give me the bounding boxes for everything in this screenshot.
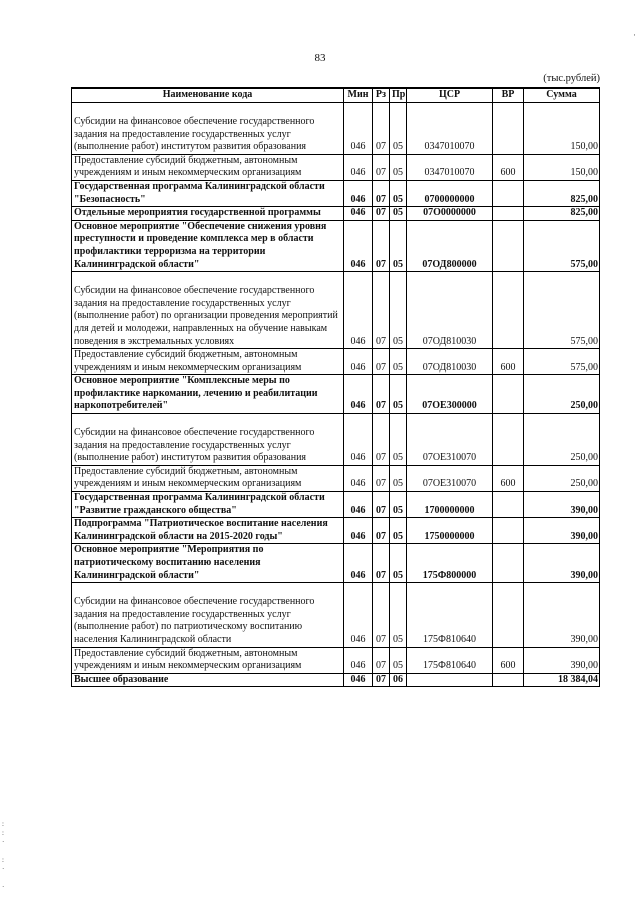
cell-min: 046 [344, 518, 373, 544]
table-row [72, 349, 600, 375]
cell-min: 046 [344, 465, 373, 491]
cell-rz: 07 [373, 583, 390, 647]
cell-sum: 575,00 [524, 220, 600, 271]
cell-name: Высшее образование [72, 673, 344, 687]
cell-pr: 05 [390, 647, 407, 673]
cell-min: 046 [344, 492, 373, 518]
scan-mark: · [633, 30, 636, 40]
cell-name: Субсидии на финансовое обеспечение государственного задания на предоставление государственных услуг (выполнение работ) институтом развития образования [72, 414, 344, 466]
cell-min: 046 [344, 544, 373, 583]
cell-vr: 600 [493, 154, 524, 180]
cell-csr: 07ОЕ310070 [407, 465, 493, 491]
cell-sum: 575,00 [524, 349, 600, 375]
table-row [72, 647, 600, 673]
cell-csr: 1700000000 [407, 492, 493, 518]
cell-rz: 07 [373, 518, 390, 544]
cell-vr [493, 103, 524, 155]
cell-name: Государственная программа Калининградской области "Развитие гражданского общества" [72, 492, 344, 518]
table-row [72, 673, 600, 687]
cell-vr [493, 583, 524, 647]
cell-sum: 390,00 [524, 583, 600, 647]
cell-name: Государственная программа Калининградской области "Безопасность" [72, 180, 344, 206]
budget-table [71, 87, 600, 687]
table-row [72, 375, 600, 414]
table-row [72, 154, 600, 180]
cell-pr: 05 [390, 492, 407, 518]
cell-rz: 07 [373, 465, 390, 491]
cell-vr [493, 180, 524, 206]
cell-csr: 07ОД810030 [407, 272, 493, 349]
cell-rz: 07 [373, 349, 390, 375]
cell-vr [493, 272, 524, 349]
cell-pr: 05 [390, 544, 407, 583]
cell-csr: 175Ф810640 [407, 647, 493, 673]
header-min: Мин [344, 88, 373, 103]
cell-name: Отдельные мероприятия государственной программы [72, 207, 344, 221]
cell-min: 046 [344, 414, 373, 466]
cell-pr: 05 [390, 414, 407, 466]
cell-rz: 07 [373, 154, 390, 180]
cell-vr [493, 673, 524, 687]
cell-pr: 05 [390, 220, 407, 271]
cell-pr: 05 [390, 103, 407, 155]
cell-csr: 175Ф800000 [407, 544, 493, 583]
cell-csr: 07ОД800000 [407, 220, 493, 271]
cell-csr: 07О0000000 [407, 207, 493, 221]
header-pr: Пр [390, 88, 407, 103]
cell-pr: 05 [390, 375, 407, 414]
cell-vr [493, 414, 524, 466]
cell-sum: 825,00 [524, 180, 600, 206]
cell-min: 046 [344, 103, 373, 155]
cell-pr: 06 [390, 673, 407, 687]
table-row [72, 103, 600, 155]
cell-name: Субсидии на финансовое обеспечение государственного задания на предоставление государственных услуг (выполнение работ) институтом развития образования [72, 103, 344, 155]
cell-csr: 07ОЕ310070 [407, 414, 493, 466]
table-body [72, 103, 600, 687]
cell-rz: 07 [373, 375, 390, 414]
cell-vr [493, 544, 524, 583]
cell-name: Субсидии на финансовое обеспечение государственного задания на предоставление государственных услуг (выполнение работ) по патриотическому воспитанию населения Калининградской области [72, 583, 344, 647]
cell-vr [493, 492, 524, 518]
cell-sum: 250,00 [524, 375, 600, 414]
cell-name: Предоставление субсидий бюджетным, автономным учреждениям и иным некоммерческим организациям [72, 647, 344, 673]
cell-rz: 07 [373, 414, 390, 466]
table-row [72, 180, 600, 206]
cell-rz: 07 [373, 492, 390, 518]
cell-name: Основное мероприятие "Обеспечение снижения уровня преступности и проведение комплекса мер в области профилактики терроризма на территории Калининградской области" [72, 220, 344, 271]
cell-vr [493, 220, 524, 271]
cell-pr: 05 [390, 518, 407, 544]
header-name: Наименование кода [72, 88, 344, 103]
cell-csr: 0347010070 [407, 103, 493, 155]
cell-sum: 390,00 [524, 544, 600, 583]
header-sum: Сумма [524, 88, 600, 103]
cell-vr [493, 375, 524, 414]
cell-min: 046 [344, 673, 373, 687]
cell-vr: 600 [493, 465, 524, 491]
table-row [72, 414, 600, 466]
table-row [72, 518, 600, 544]
table-row [72, 207, 600, 221]
cell-name: Подпрограмма "Патриотическое воспитание населения Калининградской области на 2015-2020 годы" [72, 518, 344, 544]
cell-vr: 600 [493, 647, 524, 673]
cell-csr [407, 673, 493, 687]
cell-csr: 1750000000 [407, 518, 493, 544]
cell-rz: 07 [373, 180, 390, 206]
cell-csr: 07ОД810030 [407, 349, 493, 375]
cell-vr [493, 518, 524, 544]
cell-csr: 07ОЕ300000 [407, 375, 493, 414]
table-row [72, 544, 600, 583]
cell-rz: 07 [373, 647, 390, 673]
cell-pr: 05 [390, 180, 407, 206]
cell-rz: 07 [373, 207, 390, 221]
cell-rz: 07 [373, 103, 390, 155]
header-vr: ВР [493, 88, 524, 103]
table-row [72, 465, 600, 491]
cell-min: 046 [344, 375, 373, 414]
cell-sum: 575,00 [524, 272, 600, 349]
cell-sum: 390,00 [524, 647, 600, 673]
cell-pr: 05 [390, 349, 407, 375]
cell-min: 046 [344, 647, 373, 673]
cell-min: 046 [344, 207, 373, 221]
cell-sum: 825,00 [524, 207, 600, 221]
cell-sum: 18 384,04 [524, 673, 600, 687]
cell-rz: 07 [373, 272, 390, 349]
cell-rz: 07 [373, 544, 390, 583]
table-row [72, 492, 600, 518]
table-row [72, 272, 600, 349]
cell-pr: 05 [390, 465, 407, 491]
cell-pr: 05 [390, 154, 407, 180]
cell-sum: 250,00 [524, 414, 600, 466]
cell-sum: 250,00 [524, 465, 600, 491]
table-header-row [72, 88, 600, 103]
cell-name: Основное мероприятие "Комплексные меры по профилактике наркомании, лечению и реабилитации наркопотребителей" [72, 375, 344, 414]
cell-pr: 05 [390, 207, 407, 221]
page-number: 83 [314, 52, 326, 64]
cell-sum: 150,00 [524, 103, 600, 155]
cell-csr: 0347010070 [407, 154, 493, 180]
cell-csr: 175Ф810640 [407, 583, 493, 647]
cell-min: 046 [344, 583, 373, 647]
cell-sum: 150,00 [524, 154, 600, 180]
cell-name: Основное мероприятие "Мероприятия по патриотическому воспитанию населения Калининградской области" [72, 544, 344, 583]
cell-sum: 390,00 [524, 492, 600, 518]
cell-min: 046 [344, 220, 373, 271]
cell-csr: 0700000000 [407, 180, 493, 206]
cell-rz: 07 [373, 673, 390, 687]
cell-pr: 05 [390, 272, 407, 349]
cell-min: 046 [344, 272, 373, 349]
cell-min: 046 [344, 349, 373, 375]
cell-min: 046 [344, 180, 373, 206]
scan-edge-marks: : : · : · · [2, 820, 5, 891]
cell-name: Предоставление субсидий бюджетным, автономным учреждениям и иным некоммерческим организациям [72, 154, 344, 180]
cell-min: 046 [344, 154, 373, 180]
table-row [72, 220, 600, 271]
table-row [72, 583, 600, 647]
cell-pr: 05 [390, 583, 407, 647]
header-rz: Рз [373, 88, 390, 103]
cell-name: Предоставление субсидий бюджетным, автономным учреждениям и иным некоммерческим организациям [72, 349, 344, 375]
cell-rz: 07 [373, 220, 390, 271]
cell-vr: 600 [493, 349, 524, 375]
cell-sum: 390,00 [524, 518, 600, 544]
cell-vr [493, 207, 524, 221]
header-csr: ЦСР [407, 88, 493, 103]
cell-name: Предоставление субсидий бюджетным, автономным учреждениям и иным некоммерческим организациям [72, 465, 344, 491]
units-label: (тыс.рублей) [543, 73, 600, 84]
cell-name: Субсидии на финансовое обеспечение государственного задания на предоставление государственных услуг (выполнение работ) по организации проведения мероприятий для детей и молодежи, направленных на обучение навыкам поведения в экстремальных условиях [72, 272, 344, 349]
